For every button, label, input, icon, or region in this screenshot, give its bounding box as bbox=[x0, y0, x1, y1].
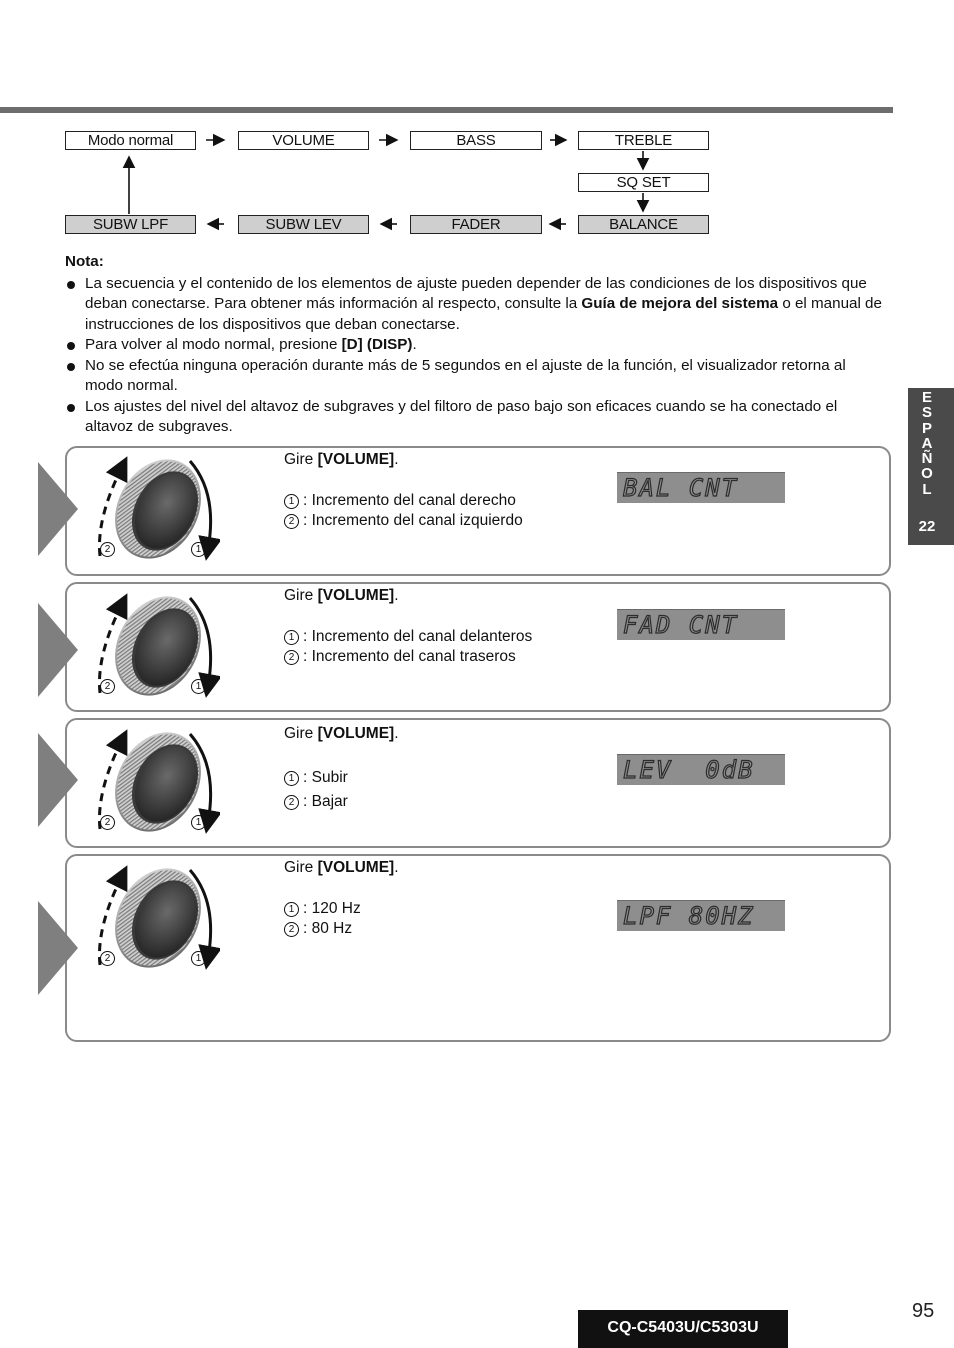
page-number: 95 bbox=[912, 1300, 935, 1322]
flow-box-volume: VOLUME bbox=[238, 131, 369, 150]
step-pointer-icon bbox=[38, 901, 78, 995]
lcd-display: FAD CNT bbox=[617, 609, 785, 640]
notes-title: Nota: bbox=[65, 253, 104, 270]
bullet-icon bbox=[67, 281, 75, 289]
note-item: Los ajustes del nivel del altavoz de subgraves y del filtoro de paso bajo son eficaces cuando se ha conectado el altavoz de subgraves. bbox=[65, 397, 885, 438]
rotation-1-icon: 1 bbox=[191, 815, 206, 830]
language-letters: E S P A Ñ O L bbox=[921, 389, 933, 498]
rotation-1-icon: 1 bbox=[284, 630, 299, 645]
bullet-icon bbox=[67, 363, 75, 371]
rotation-1-icon: 1 bbox=[284, 902, 299, 917]
rotation-1-icon: 1 bbox=[191, 542, 206, 557]
rotation-2-icon: 2 bbox=[284, 514, 299, 529]
panel-instructions: Gire [VOLUME]. 1 : Incremento del canal delanteros 2 : Incremento del canal traseros bbox=[284, 587, 533, 665]
panel-instructions: Gire [VOLUME]. 1 : 120 Hz 2 : 80 Hz bbox=[284, 859, 399, 937]
rotation-2-icon: 2 bbox=[100, 815, 115, 830]
flow-box-subw-lpf: SUBW LPF bbox=[65, 215, 196, 234]
flow-box-sq-set: SQ SET bbox=[578, 173, 709, 192]
language-side-tab bbox=[908, 388, 954, 545]
rotation-2-icon: 2 bbox=[284, 650, 299, 665]
panel-instructions: Gire [VOLUME]. 1 : Subir 2 : Bajar bbox=[284, 725, 399, 810]
lcd-display: LPF 80HZ bbox=[617, 900, 785, 931]
lcd-display: LEV 0dB bbox=[617, 754, 785, 785]
note-item: La secuencia y el contenido de los elementos de ajuste pueden depender de las condiciones de los dispositivos que deban conectarse. Para obtener más información al respecto, consulte la Guía de mejora del sistema o el manual de instrucciones de los dispositivos que deban conectarse. bbox=[65, 274, 885, 336]
note-item: No se efectúa ninguna operación durante más de 5 segundos en el ajuste de la función, el visualizador retorna al modo normal. bbox=[65, 356, 885, 397]
panel-instructions: Gire [VOLUME]. 1 : Incremento del canal derecho 2 : Incremento del canal izquierdo bbox=[284, 451, 523, 529]
rotation-2-icon: 2 bbox=[284, 922, 299, 937]
flow-box-fader: FADER bbox=[410, 215, 542, 234]
bullet-icon bbox=[67, 404, 75, 412]
step-pointer-icon bbox=[38, 603, 78, 697]
notes-section bbox=[65, 252, 885, 438]
bullet-icon bbox=[67, 342, 75, 350]
flow-box-balance: BALANCE bbox=[578, 215, 709, 234]
step-pointer-icon bbox=[38, 462, 78, 556]
section-page-number: 22 bbox=[918, 518, 936, 535]
rotation-2-icon: 2 bbox=[100, 542, 115, 557]
rotation-1-icon: 1 bbox=[191, 679, 206, 694]
flow-box-treble: TREBLE bbox=[578, 131, 709, 150]
flow-box-modo-normal: Modo normal bbox=[65, 131, 196, 150]
rotation-1-icon: 1 bbox=[284, 494, 299, 509]
flow-box-subw-lev: SUBW LEV bbox=[238, 215, 369, 234]
rotation-1-icon: 1 bbox=[191, 951, 206, 966]
top-rule bbox=[0, 107, 893, 113]
rotation-2-icon: 2 bbox=[100, 679, 115, 694]
note-item: Para volver al modo normal, presione [D] (DISP). bbox=[65, 335, 885, 356]
lcd-display: BAL CNT bbox=[617, 472, 785, 503]
rotation-2-icon: 2 bbox=[100, 951, 115, 966]
model-number: CQ-C5403U/C5303U bbox=[578, 1310, 788, 1348]
flow-box-bass: BASS bbox=[410, 131, 542, 150]
step-pointer-icon bbox=[38, 733, 78, 827]
rotation-1-icon: 1 bbox=[284, 771, 299, 786]
rotation-2-icon: 2 bbox=[284, 795, 299, 810]
